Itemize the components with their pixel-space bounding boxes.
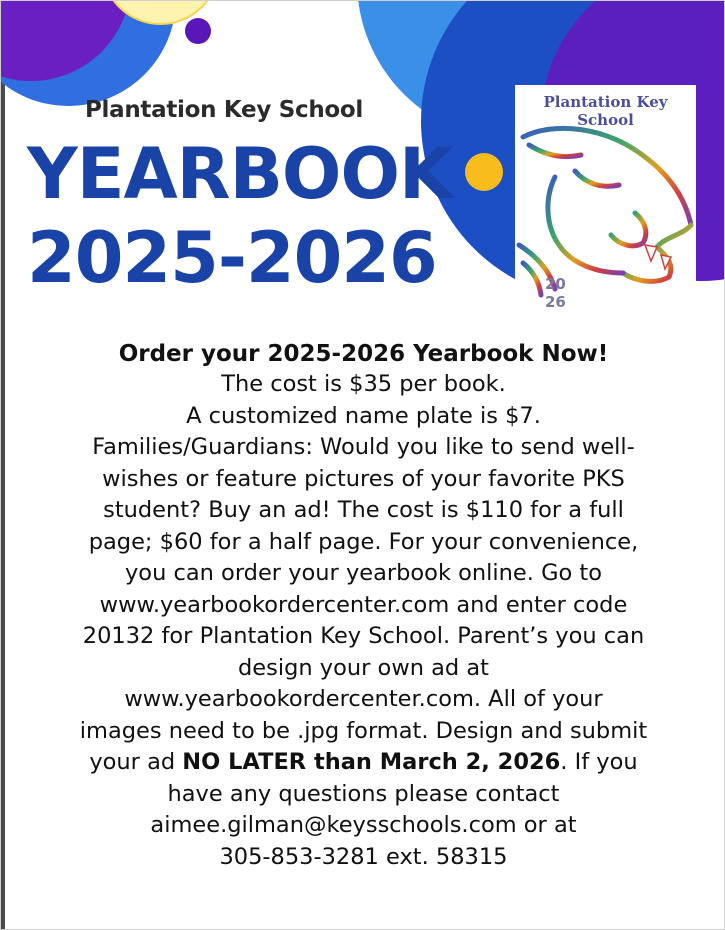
- school-logo: [515, 85, 696, 315]
- body-line-3: student? Buy an ad! The cost is $110 for a full: [103, 497, 624, 523]
- logo-name-line2: School: [577, 111, 634, 129]
- nameplate-line: A customized name plate is $7.: [186, 402, 541, 429]
- logo-year-line1: 20: [545, 275, 566, 293]
- body-line-4: page; $60 for a half page. For your convenience,: [88, 528, 639, 555]
- left-border: [1, 1, 5, 930]
- body-line-2: wishes or feature pictures of your favorite PKS: [102, 465, 625, 492]
- order-headline: Order your 2025-2026 Yearbook Now!: [118, 341, 609, 367]
- yearbook-title: YEARBOOK: [27, 133, 453, 215]
- yearbook-years: 2025-2026: [27, 217, 437, 299]
- logo-year-line2: 26: [545, 293, 566, 311]
- body-line-8: design your own ad at: [238, 654, 489, 681]
- body-line-12: have any questions please contact: [167, 780, 560, 807]
- deadline-prefix: your ad: [89, 749, 183, 775]
- body-line-9: www.yearbookordercenter.com. All of your: [124, 686, 603, 712]
- logo-year: [545, 275, 566, 311]
- school-name-heading: Plantation Key School: [85, 97, 363, 123]
- cost-line: The cost is $35 per book.: [221, 371, 506, 397]
- body-line-7: 20132 for Plantation Key School. Parent’s you can: [82, 623, 645, 649]
- contact-phone: 305-853-3281 ext. 58315: [219, 843, 508, 870]
- body-line-10: images need to be .jpg format. Design and submit: [79, 717, 648, 744]
- decor-dot-purple: [185, 18, 211, 44]
- deadline-date: NO LATER than March 2, 2026: [182, 749, 561, 775]
- order-information: [11, 339, 716, 873]
- contact-email: aimee.gilman@keysschools.com or at: [150, 812, 577, 838]
- body-line-6: www.yearbookordercenter.com and enter code: [99, 591, 628, 618]
- body-line-1: Families/Guardians: Would you like to send well-: [92, 434, 635, 460]
- panther-head-icon: [515, 85, 696, 315]
- decor-dot-yellow: [465, 153, 503, 191]
- deadline-suffix: . If you: [560, 749, 638, 775]
- logo-name-line1: Plantation Key: [543, 93, 668, 111]
- body-line-11: [11, 747, 716, 779]
- body-line-5: you can order your yearbook online. Go to: [124, 560, 603, 586]
